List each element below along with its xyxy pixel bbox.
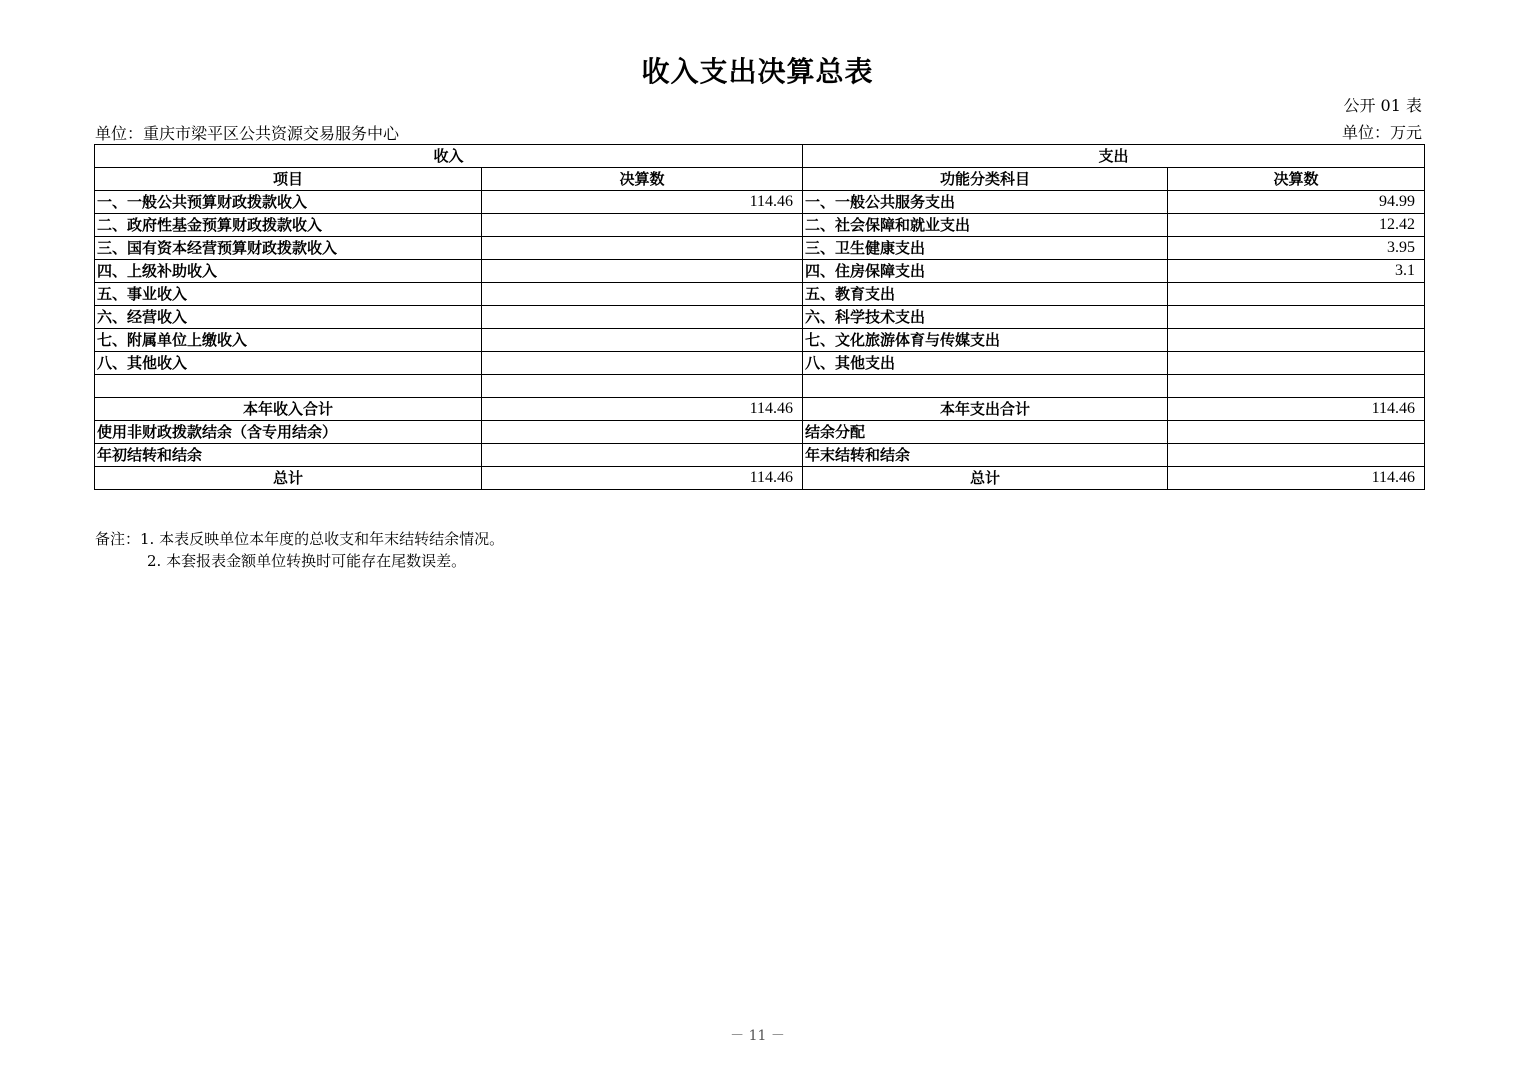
income-label: 三、国有资本经营预算财政拨款收入 — [95, 237, 482, 260]
expense-label: 八、其他支出 — [803, 352, 1168, 375]
expense-label: 年末结转和结余 — [803, 444, 1168, 467]
note-line-2: 2. 本套报表金额单位转换时可能存在尾数误差。 — [147, 552, 467, 570]
expense-value — [1168, 352, 1425, 375]
header-amount-income: 决算数 — [482, 168, 803, 191]
expense-value — [1168, 283, 1425, 306]
expense-label: 五、教育支出 — [803, 283, 1168, 306]
expense-label: 二、社会保障和就业支出 — [803, 214, 1168, 237]
page-title: 收入支出决算总表 — [641, 55, 874, 88]
expense-label: 四、住房保障支出 — [803, 260, 1168, 283]
income-value — [482, 306, 803, 329]
table-row — [95, 352, 1425, 375]
annual-expense-total-value: 114.46 — [1168, 398, 1425, 421]
income-value — [482, 421, 803, 444]
header-row-group — [95, 145, 1425, 168]
expense-value: 3.1 — [1168, 260, 1425, 283]
expense-label: 三、卫生健康支出 — [803, 237, 1168, 260]
expense-value — [1168, 444, 1425, 467]
expense-label: 结余分配 — [803, 421, 1168, 444]
income-value: 114.46 — [482, 191, 803, 214]
annual-expense-total-label: 本年支出合计 — [803, 398, 1168, 421]
table-row — [95, 191, 1425, 214]
table-row — [95, 214, 1425, 237]
income-value — [482, 260, 803, 283]
expense-value — [1168, 375, 1425, 398]
header-category: 功能分类科目 — [803, 168, 1168, 191]
income-label: 一、一般公共预算财政拨款收入 — [95, 191, 482, 214]
grand-total-row — [95, 467, 1425, 490]
expense-label — [803, 375, 1168, 398]
table-row — [95, 329, 1425, 352]
income-value — [482, 237, 803, 260]
income-label: 使用非财政拨款结余（含专用结余） — [95, 421, 482, 444]
grand-expense-total-label: 总计 — [803, 467, 1168, 490]
income-value — [482, 214, 803, 237]
table-row — [95, 260, 1425, 283]
income-label: 二、政府性基金预算财政拨款收入 — [95, 214, 482, 237]
expense-label: 六、科学技术支出 — [803, 306, 1168, 329]
expense-label: 一、一般公共服务支出 — [803, 191, 1168, 214]
expense-value: 94.99 — [1168, 191, 1425, 214]
expense-value: 3.95 — [1168, 237, 1425, 260]
header-row-columns — [95, 168, 1425, 191]
table-row — [95, 283, 1425, 306]
header-amount-expense: 决算数 — [1168, 168, 1425, 191]
notes — [95, 528, 504, 572]
unit-organization: 单位：重庆市梁平区公共资源交易服务中心 — [95, 124, 400, 143]
header-expense: 支出 — [803, 145, 1425, 168]
page-number: － 11 － — [730, 1028, 785, 1044]
income-label: 八、其他收入 — [95, 352, 482, 375]
header-item: 项目 — [95, 168, 482, 191]
expense-value — [1168, 306, 1425, 329]
unit-currency: 单位：万元 — [1341, 123, 1422, 142]
income-expense-table — [94, 144, 1425, 490]
grand-income-total-value: 114.46 — [482, 467, 803, 490]
table-row-blank — [95, 375, 1425, 398]
income-label: 年初结转和结余 — [95, 444, 482, 467]
annual-total-row — [95, 398, 1425, 421]
note-line-1: 备注：1. 本表反映单位本年度的总收支和年末结转结余情况。 — [95, 530, 505, 548]
income-label: 五、事业收入 — [95, 283, 482, 306]
grand-income-total-label: 总计 — [95, 467, 482, 490]
form-code: 公开 01 表 — [1343, 96, 1422, 115]
expense-label: 七、文化旅游体育与传媒支出 — [803, 329, 1168, 352]
annual-income-total-label: 本年收入合计 — [95, 398, 482, 421]
income-label: 六、经营收入 — [95, 306, 482, 329]
header-income: 收入 — [95, 145, 803, 168]
income-label: 七、附属单位上缴收入 — [95, 329, 482, 352]
income-value — [482, 329, 803, 352]
income-value — [482, 352, 803, 375]
expense-value — [1168, 421, 1425, 444]
table-row — [95, 421, 1425, 444]
expense-value — [1168, 329, 1425, 352]
income-value — [482, 444, 803, 467]
expense-value: 12.42 — [1168, 214, 1425, 237]
income-label: 四、上级补助收入 — [95, 260, 482, 283]
table-row — [95, 237, 1425, 260]
income-value — [482, 375, 803, 398]
income-value — [482, 283, 803, 306]
table-row — [95, 444, 1425, 467]
income-label — [95, 375, 482, 398]
annual-income-total-value: 114.46 — [482, 398, 803, 421]
table-row — [95, 306, 1425, 329]
grand-expense-total-value: 114.46 — [1168, 467, 1425, 490]
